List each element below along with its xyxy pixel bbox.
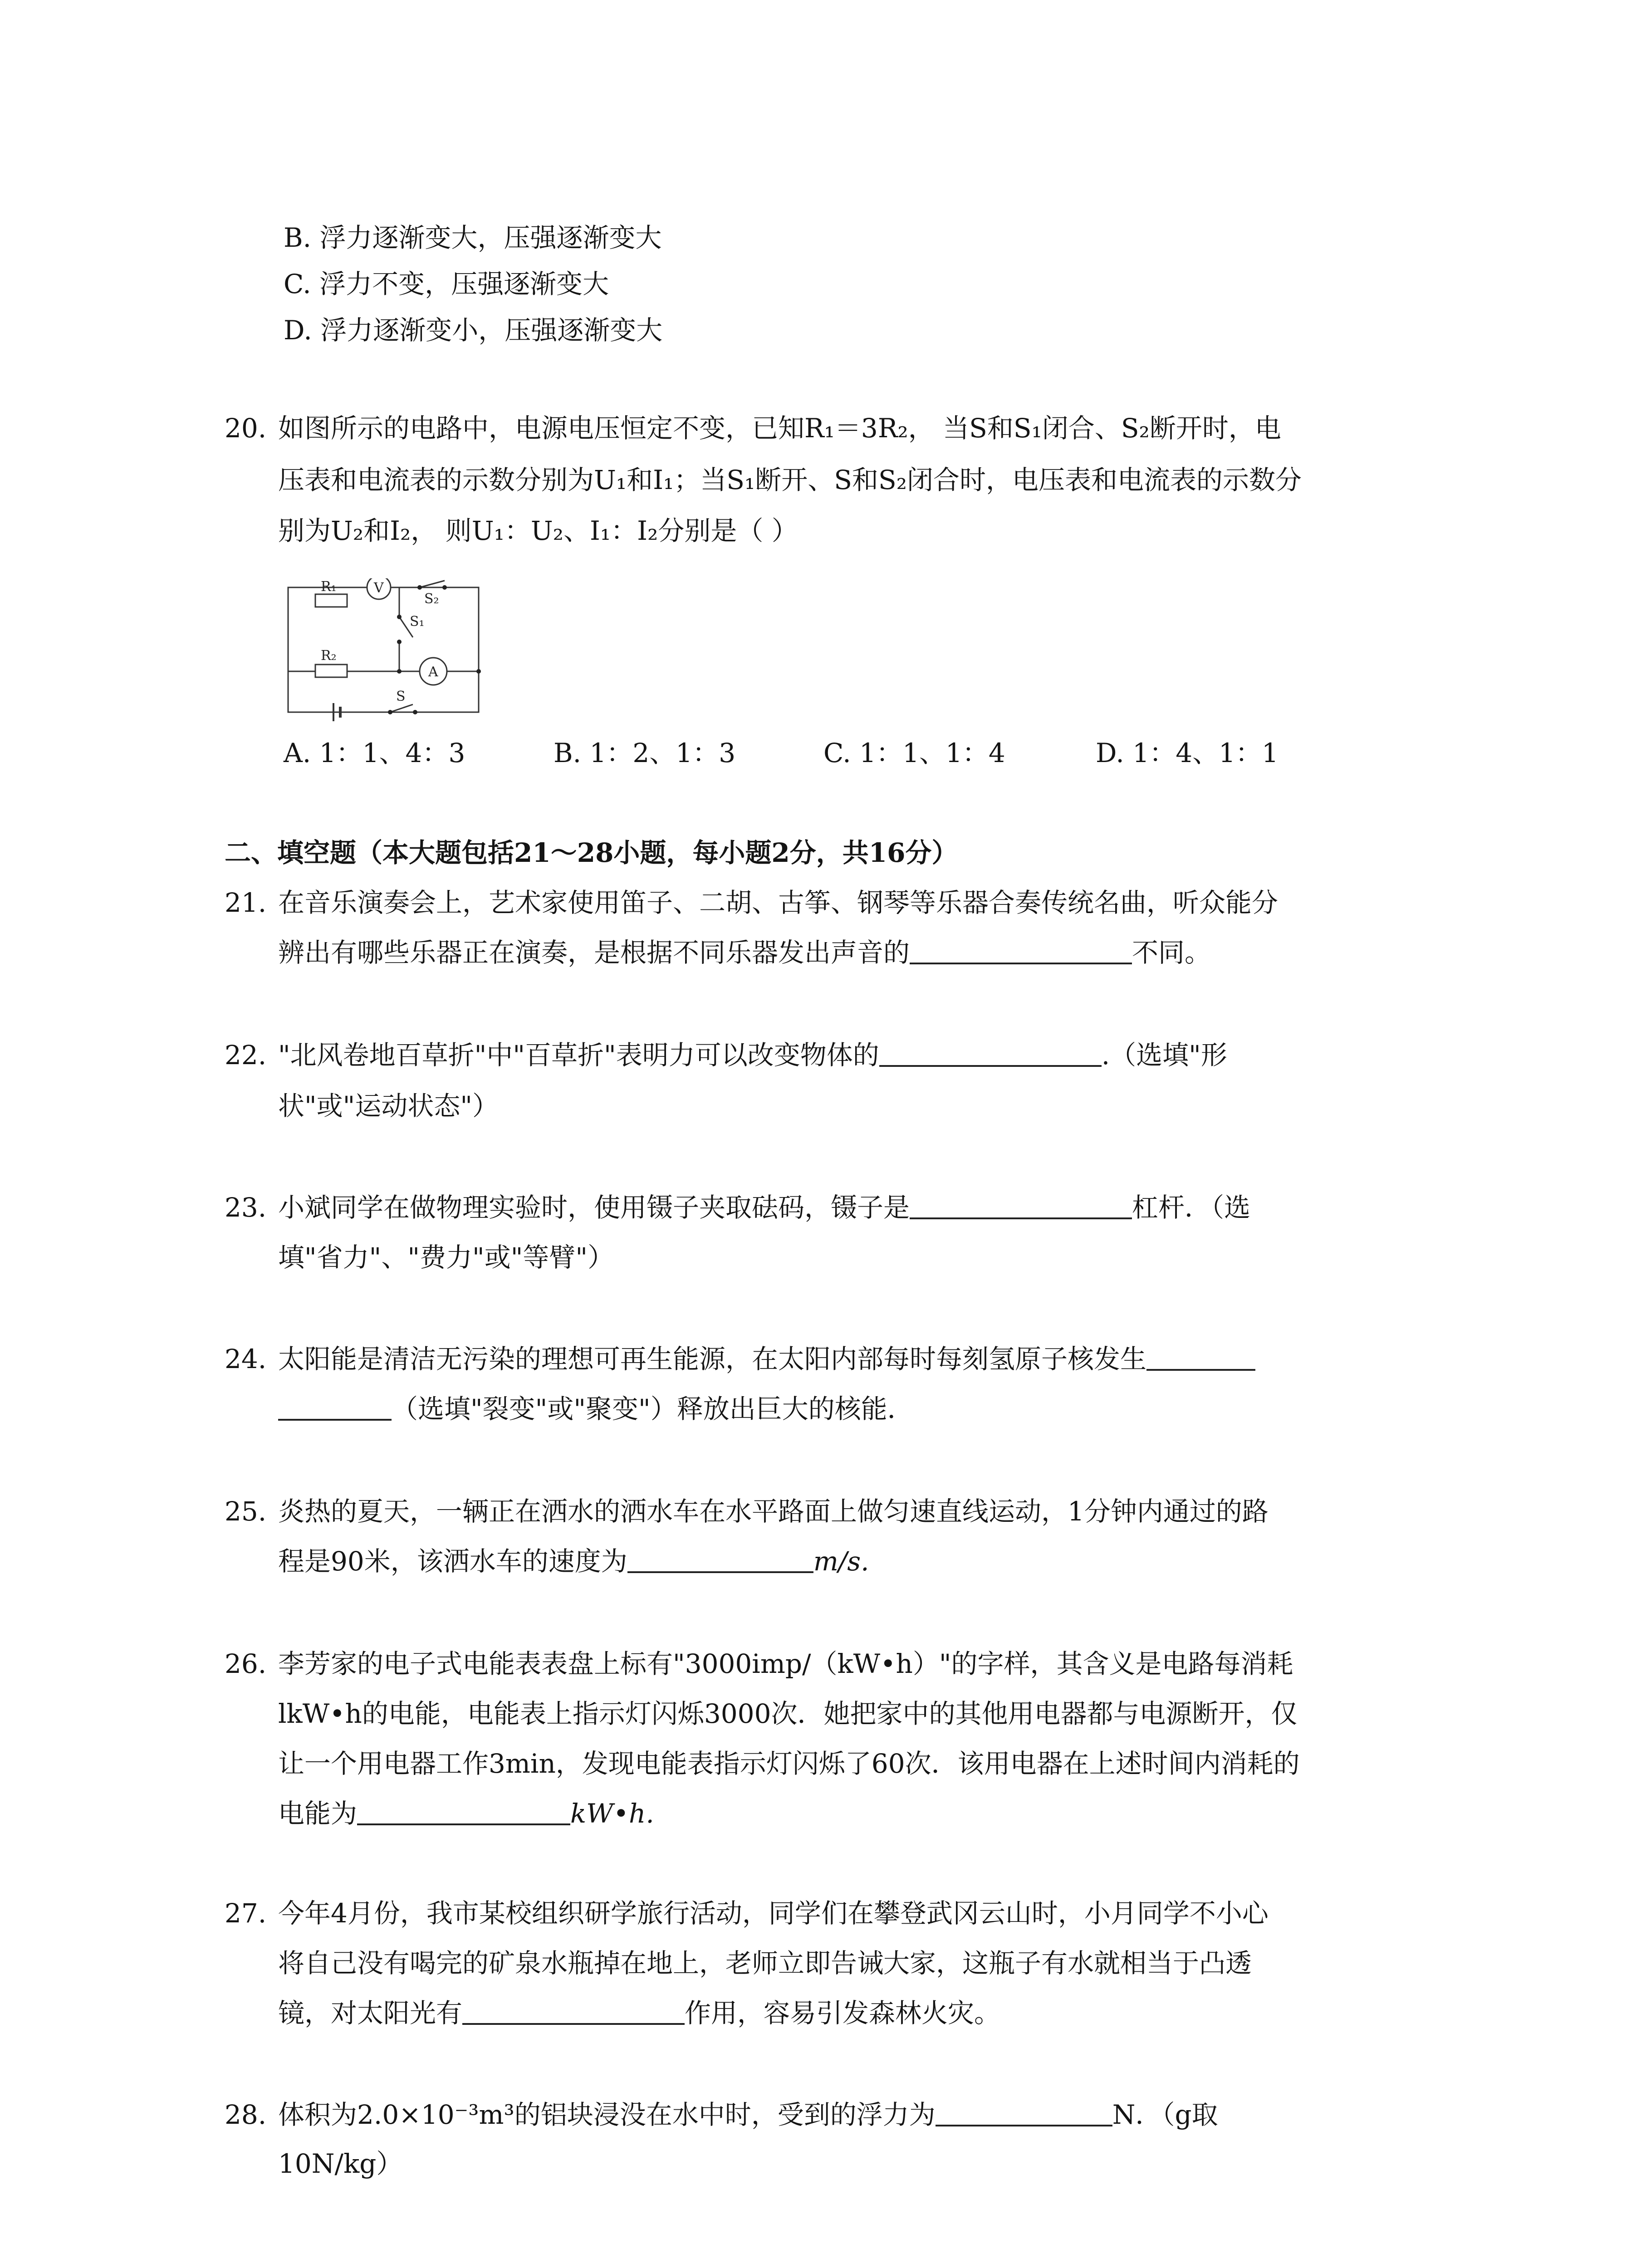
question-text: 炎热的夏天，一辆正在洒水的洒水车在水平路面上做匀速直线运动，1分钟内通过的路 [278, 1496, 1269, 1527]
question-text: "北风卷地百草折"中"百草折"表明力可以改变物体的 [278, 1040, 879, 1070]
answer-blank[interactable] [910, 935, 1132, 964]
question-text: 作用，容易引发森林火灾。 [685, 1998, 1001, 2028]
question-text: 在音乐演奏会上，艺术家使用笛子、二胡、古筝、钢琴等乐器合奏传统名曲，听众能分 [278, 887, 1279, 918]
q21-line-1 [225, 885, 1278, 921]
question-text: 程是90米，该洒水车的速度为 [278, 1546, 627, 1577]
page-number [789, 2266, 830, 2268]
q28-line-2: 10N/kg） [278, 2148, 403, 2179]
question-text: 电能为 [278, 1798, 358, 1829]
answer-blank[interactable] [910, 1190, 1132, 1219]
question-number: 24. [225, 1344, 267, 1374]
answer-blank[interactable] [1146, 1342, 1255, 1371]
question-text: 今年4月份，我市某校组织研学旅行活动，同学们在攀登武冈云山时，小月同学不小心 [278, 1898, 1269, 1929]
q23-line-1 [225, 1189, 1250, 1226]
question-text: N．（g取 [1112, 2099, 1218, 2130]
question-text: 辨出有哪些乐器正在演奏，是根据不同乐器发出声音的 [278, 937, 910, 968]
question-text: 不同。 [1132, 937, 1211, 968]
q20-line-1 [225, 410, 1281, 446]
question-number: 26. [225, 1648, 267, 1679]
q27-line-2: 将自己没有喝完的矿泉水瓶掉在地上，老师立即告诫大家，这瓶子有水就相当于凸透 [278, 1948, 1252, 1979]
question-text: 小斌同学在做物理实验时，使用镊子夹取砝码，镊子是 [278, 1192, 910, 1223]
question-number: 28. [225, 2099, 267, 2130]
question-text: 体积为2.0×10⁻³m³的铝块浸没在水中时，受到的浮力为 [278, 2099, 936, 2130]
q20-line-3: 别为U₂和I₂， 则U₁：U₂、I₁：I₂分别是（ ） [278, 515, 798, 546]
q25-line-2 [278, 1543, 869, 1579]
q19-option-b: B. 浮力逐渐变大，压强逐渐变大 [284, 222, 662, 253]
q26-line-4 [278, 1795, 654, 1832]
q20-option-b: B. 1：2、1：3 [554, 738, 736, 768]
q25-line-1 [225, 1493, 1269, 1530]
ammeter-label: A [428, 664, 438, 680]
q28-line-1 [225, 2097, 1218, 2133]
question-text: 如图所示的电路中，电源电压恒定不变，已知R₁＝3R₂， 当S和S₁闭合、S₂断开时，电 [278, 413, 1281, 444]
question-number: 20. [225, 413, 267, 444]
q24-line-2 [278, 1391, 914, 1427]
question-number: 23. [225, 1192, 267, 1223]
answer-blank[interactable] [627, 1544, 813, 1573]
q27-line-3 [278, 1995, 1000, 2031]
q21-line-2 [278, 934, 1211, 971]
question-number: 21. [225, 887, 267, 918]
q20-option-a: A. 1：1、4：3 [284, 738, 465, 768]
q22-line-2: 状"或"运动状态"） [278, 1090, 499, 1121]
q26-line-3: 让一个用电器工作3min，发现电能表指示灯闪烁了60次．该用电器在上述时间内消耗的 [278, 1748, 1300, 1779]
question-text: .（选填"形 [1101, 1040, 1227, 1070]
question-number: 25. [225, 1496, 267, 1527]
q20-line-2: 压表和电流表的示数分别为U₁和I₁；当S₁断开、S和S₂闭合时，电压表和电流表的示数分 [278, 464, 1302, 495]
q24-line-1 [225, 1341, 1255, 1377]
question-text: 镜，对太阳光有 [278, 1998, 463, 2028]
q22-line-1 [225, 1037, 1227, 1073]
label-s2: S₂ [424, 591, 439, 607]
q20-option-d: D. 1：4、1：1 [1096, 738, 1279, 768]
label-r2: R₂ [321, 648, 337, 664]
q20-options [284, 735, 1279, 771]
q19-option-c: C. 浮力不变，压强逐渐变大 [284, 269, 609, 299]
answer-blank[interactable] [879, 1038, 1102, 1067]
answer-blank[interactable] [936, 2097, 1112, 2126]
label-s1: S₁ [410, 614, 425, 630]
answer-blank[interactable] [357, 1796, 570, 1825]
q26-line-1 [225, 1646, 1293, 1682]
question-text: （选填"裂变"或"聚变"）释放出巨大的核能． [392, 1393, 914, 1424]
voltmeter-label: V [374, 580, 384, 596]
circuit-diagram [284, 578, 483, 728]
q26-line-2: lkW•h的电能，电能表上指示灯闪烁3000次．她把家中的其他用电器都与电源断开，仅 [278, 1698, 1298, 1729]
question-text: 太阳能是清洁无污染的理想可再生能源，在太阳内部每时每刻氢原子核发生 [278, 1344, 1147, 1374]
label-r1: R₁ [321, 579, 337, 595]
question-text: 李芳家的电子式电能表表盘上标有"3000imp/（kW•h）"的字样，其含义是电路每消耗 [278, 1648, 1293, 1679]
unit-text: m/s. [813, 1546, 869, 1577]
label-s: S [396, 689, 406, 704]
unit-text: kW•h. [570, 1798, 654, 1829]
q23-line-2: 填"省力"、"费力"或"等臂"） [278, 1242, 614, 1273]
question-number: 22. [225, 1040, 267, 1070]
q19-option-d: D. 浮力逐渐变小，压强逐渐变大 [284, 315, 663, 346]
question-text: 杠杆．（选 [1132, 1192, 1251, 1223]
answer-blank-continued[interactable] [278, 1392, 392, 1421]
section-heading: 二、填空题（本大题包括21～28小题，每小题2分，共16分） [225, 837, 958, 868]
answer-blank[interactable] [462, 1996, 685, 2025]
question-number: 27. [225, 1898, 267, 1929]
q27-line-1 [225, 1895, 1269, 1931]
q20-option-c: C. 1：1、1：4 [823, 738, 1005, 768]
